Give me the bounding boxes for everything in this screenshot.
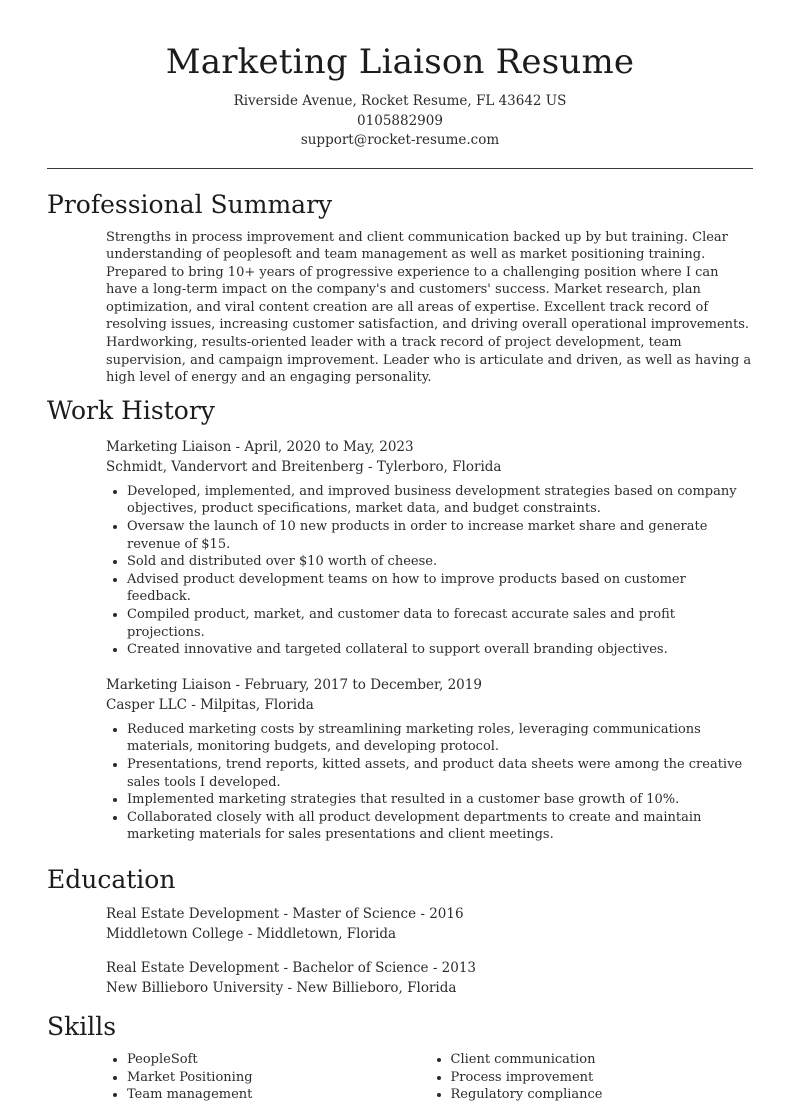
contact-phone: 0105882909 [357, 112, 443, 129]
skill-item: • Client communication [451, 1051, 754, 1069]
skill-item: • Process improvement [451, 1069, 754, 1087]
education-degree-line: Real Estate Development - Bachelor of Science - 2013 [106, 959, 477, 976]
job-bullets [106, 483, 753, 659]
contact-email: support@rocket-resume.com [300, 132, 500, 148]
skills-column-left [106, 1051, 430, 1104]
job-title-line: Marketing Liaison - April, 2020 to May, 2023 [106, 438, 414, 455]
job-bullet: • Created innovative and targeted collateral to support overall branding objectives. [127, 641, 753, 659]
summary-heading: Professional Summary [47, 189, 333, 219]
skills-column-right [430, 1051, 754, 1104]
work-history-section [106, 437, 753, 844]
resume-page [47, 0, 753, 1104]
skill-item: • Regulatory compliance [451, 1086, 754, 1104]
job-bullet: • Presentations, trend reports, kitted assets, and product data sheets were among the creative sales tools I developed. [127, 756, 753, 791]
job-entry [106, 675, 753, 844]
skills-heading: Skills [47, 1011, 117, 1041]
resume-title: Marketing Liaison Resume [165, 42, 635, 82]
job-entry [106, 437, 753, 659]
contact-address: Riverside Avenue, Rocket Resume, FL 43642 US [233, 93, 567, 109]
header-divider [47, 168, 753, 169]
skill-item: • PeopleSoft [127, 1051, 430, 1069]
education-section [106, 904, 753, 998]
job-bullet: • Advised product development teams on how to improve products based on customer feedback. [127, 571, 753, 606]
education-school-line: New Billieboro University - New Billieboro, Florida [106, 979, 457, 996]
skill-item: • Market Positioning [127, 1069, 430, 1087]
skills-section [106, 1051, 753, 1104]
job-company-line: Schmidt, Vandervort and Breitenberg - Tylerboro, Florida [106, 458, 502, 475]
education-degree-line: Real Estate Development - Master of Science - 2016 [106, 905, 464, 922]
job-bullets [106, 721, 753, 844]
education-school-line: Middletown College - Middletown, Florida [106, 925, 397, 942]
job-bullet: • Developed, implemented, and improved business development strategies based on company objectives, product specifications, market data, and budget constraints. [127, 483, 753, 518]
education-heading: Education [47, 864, 176, 894]
job-bullet: • Collaborated closely with all product development departments to create and maintain marketing materials for sales presentations and client meetings. [127, 809, 753, 844]
job-company-line: Casper LLC - Milpitas, Florida [106, 696, 314, 713]
job-bullet: • Reduced marketing costs by streamlining marketing roles, leveraging communications materials, monitoring budgets, and developing protocol. [127, 721, 753, 756]
job-bullet: • Implemented marketing strategies that resulted in a customer base growth of 10%. [127, 791, 753, 809]
summary-text: Strengths in process improvement and client communication backed up by but training. Clear understanding of peoplesoft and team management as well as market positioning training. Prepared to bring 10+ years of progressive experience to a challenging position where I can have a long-term impact on the company's and customers' success. Market research, plan optimization, and viral content creation are all areas of expertise. Excellent track record of resolving issues, increasing customer satisfaction, and driving overall operational improvements. Hardworking, results-oriented leader with a track record of project development, team supervision, and campaign improvement. Leader who is articulate and driven, as well as having a high level of energy and an engaging personality. [106, 229, 752, 386]
skill-item: • Team management [127, 1086, 430, 1104]
education-entry [106, 904, 753, 944]
work-history-heading: Work History [47, 395, 215, 425]
job-title-line: Marketing Liaison - February, 2017 to December, 2019 [106, 676, 482, 693]
job-bullet: • Compiled product, market, and customer data to forecast accurate sales and profit projections. [127, 606, 753, 641]
education-entry [106, 958, 753, 998]
contact-block [47, 92, 753, 151]
job-bullet: • Sold and distributed over $10 worth of cheese. [127, 553, 753, 571]
job-bullet: • Oversaw the launch of 10 new products in order to increase market share and generate revenue of $15. [127, 518, 753, 553]
